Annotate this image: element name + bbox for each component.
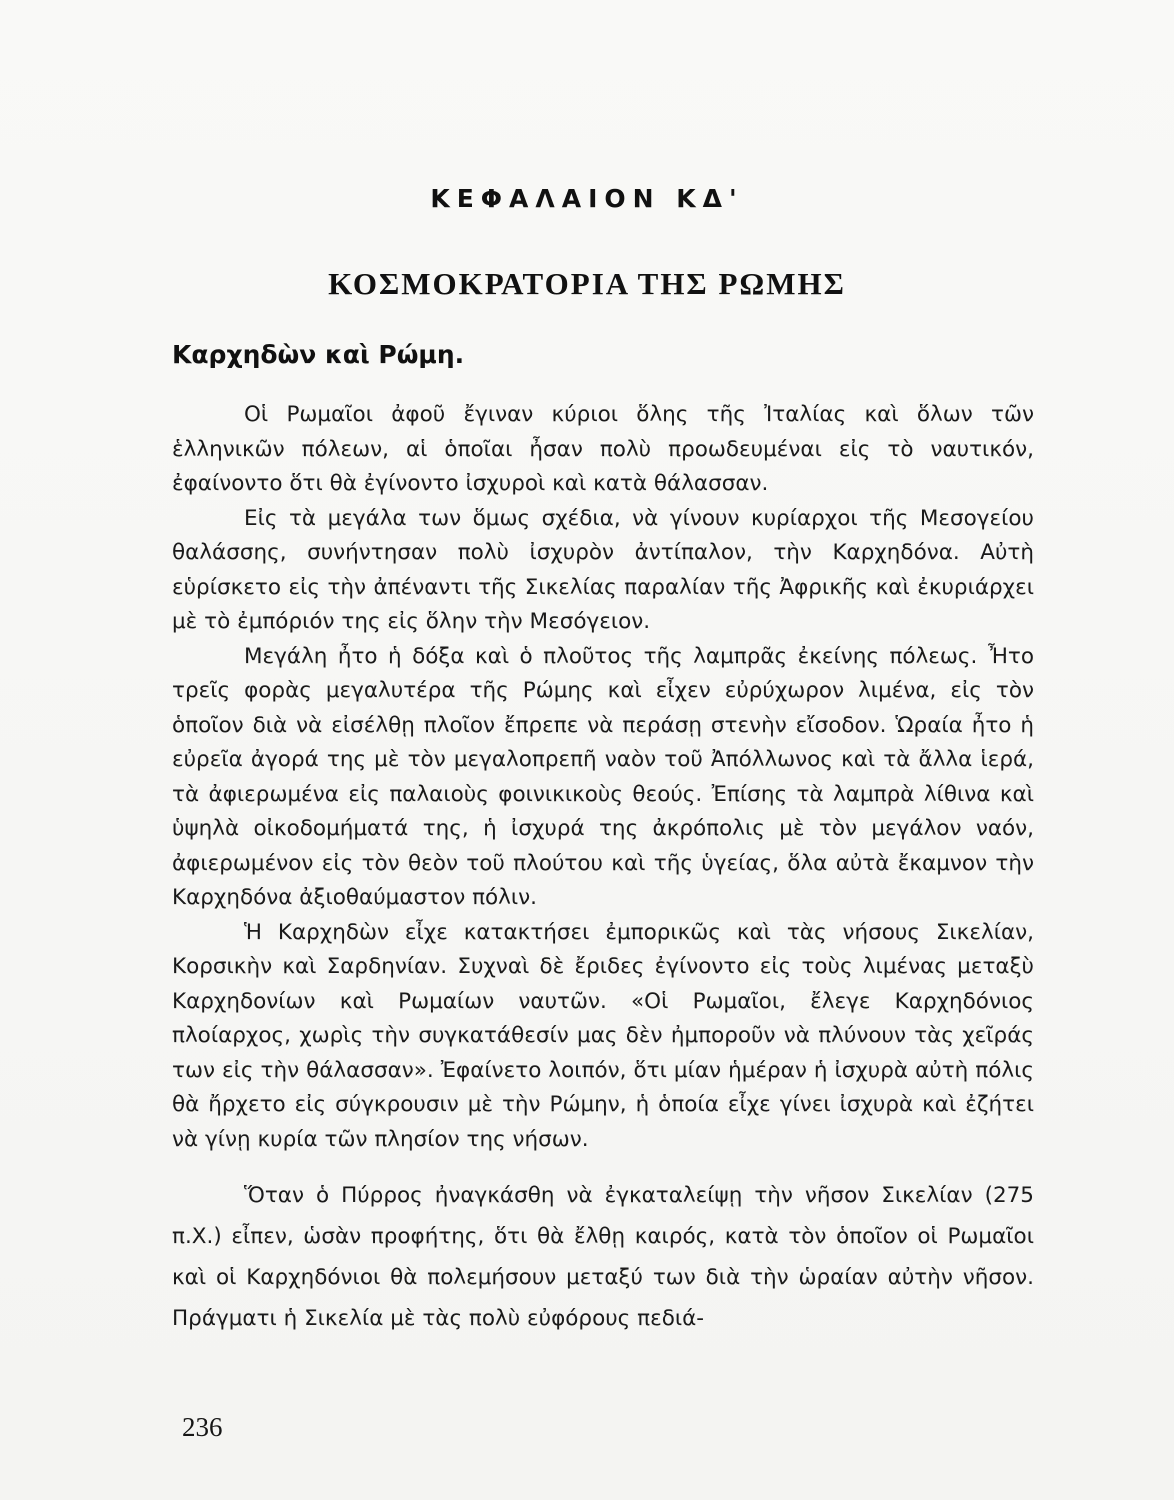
paragraph-3: Μεγάλη ἦτο ἡ δόξα καὶ ὁ πλοῦτος τῆς λαμπρᾶς ἐκείνης πόλεως. Ἦτο τρεῖς φορὰς μεγαλυτέρα τῆς Ρώμης καὶ εἶχεν εὐρύχωρον λιμένα, εἰς τὸν ὁποῖον διὰ νὰ εἰσέλθῃ πλοῖον ἔπρεπε νὰ περάσῃ στενὴν εἴσοδον. Ὡραία ἦτο ἡ εὐρεῖα ἀγορά της μὲ τὸν μεγαλοπρεπῆ ναὸν τοῦ Ἀπόλλωνος καὶ τὰ ἄλλα ἱερά, τὰ ἀφιερωμένα εἰς παλαιοὺς φοινικικοὺς θεούς. Ἐπίσης τὰ λαμπρὰ λίθινα καὶ ὑψηλὰ οἰκοδομήματά της, ἡ ἰσχυρά της ἀκρόπολις μὲ τὸν μεγάλον ναόν, ἀφιερωμένον εἰς τὸν θεὸν τοῦ πλούτου καὶ τῆς ὑγείας, ὅλα αὐτὰ ἔκαμνον τὴν Καρχηδόνα ἀξιοθαύμαστον πόλιν. (172, 643, 1034, 910)
page-number: 236 (182, 1412, 223, 1442)
chapter-label: ΚΕΦΑΛΑΙΟΝ ΚΔ' (430, 184, 744, 213)
paragraph-5: Ὅταν ὁ Πύρρος ἠναγκάσθη νὰ ἐγκαταλείψῃ τὴν νῆσον Σικελίαν (275 π.Χ.) εἶπεν, ὡσὰν προφήτης, ὅτι θὰ ἔλθῃ καιρός, κατὰ τὸν ὁποῖον οἱ Ρωμαῖοι καὶ οἱ Καρχηδόνιοι θὰ πολεμήσουν μεταξύ των διὰ τὴν ὡραίαν αὐτὴν νῆσον. Πράγματι ἡ Σικελία μὲ τὰς πολὺ εὐφόρους πεδιά- (172, 1183, 1034, 1331)
paragraph-2: Εἰς τὰ μεγάλα των ὅμως σχέδια, νὰ γίνουν κυρίαρχοι τῆς Μεσογείου θαλάσσης, συνήντησαν πολὺ ἰσχυρὸν ἀντίπαλον, τὴν Καρχηδόνα. Αὐτὴ εὑρίσκετο εἰς τὴν ἀπέναντι τῆς Σικελίας παραλίαν τῆς Ἀφρικῆς καὶ ἐκυριάρχει μὲ τὸ ἐμπόριόν της εἰς ὅλην τὴν Μεσόγειον. (172, 505, 1034, 634)
paragraph-1: Οἱ Ρωμαῖοι ἀφοῦ ἔγιναν κύριοι ὅλης τῆς Ἰταλίας καὶ ὅλων τῶν ἑλληνικῶν πόλεων, αἱ ὁποῖαι ἦσαν πολὺ προωδευμέναι εἰς τὸ ναυτικόν, ἐφαίνοντο ὅτι θὰ ἐγίνοντο ἰσχυροὶ καὶ κατὰ θάλασσαν. (172, 402, 1034, 496)
section-heading: Καρχηδὼν καὶ Ρώμη. (172, 340, 465, 369)
chapter-title: ΚΟΣΜΟΚΡΑΤΟΡΙΑ ΤΗΣ ΡΩΜΗΣ (328, 266, 846, 301)
body-text (172, 398, 1034, 1339)
paragraph-4: Ἡ Καρχηδὼν εἶχε κατακτήσει ἐμπορικῶς καὶ τὰς νήσους Σικελίαν, Κορσικὴν καὶ Σαρδηνίαν. Συχναὶ δὲ ἔριδες ἐγίνοντο εἰς τοὺς λιμένας μεταξὺ Καρχηδονίων καὶ Ρωμαίων ναυτῶν. «Οἱ Ρωμαῖοι, ἔλεγε Καρχηδόνιος πλοίαρχος, χωρὶς τὴν συγκατάθεσίν μας δὲν ἠμποροῦν νὰ πλύνουν τὰς χεῖράς των εἰς τὴν θάλασσαν». Ἐφαίνετο λοιπόν, ὅτι μίαν ἡμέραν ἡ ἰσχυρὰ αὐτὴ πόλις θὰ ἤρχετο εἰς σύγκρουσιν μὲ τὴν Ρώμην, ἡ ὁποία εἶχε γίνει ἰσχυρὰ καὶ ἐζήτει νὰ γίνῃ κυρία τῶν πλησίον της νήσων. (172, 919, 1034, 1152)
